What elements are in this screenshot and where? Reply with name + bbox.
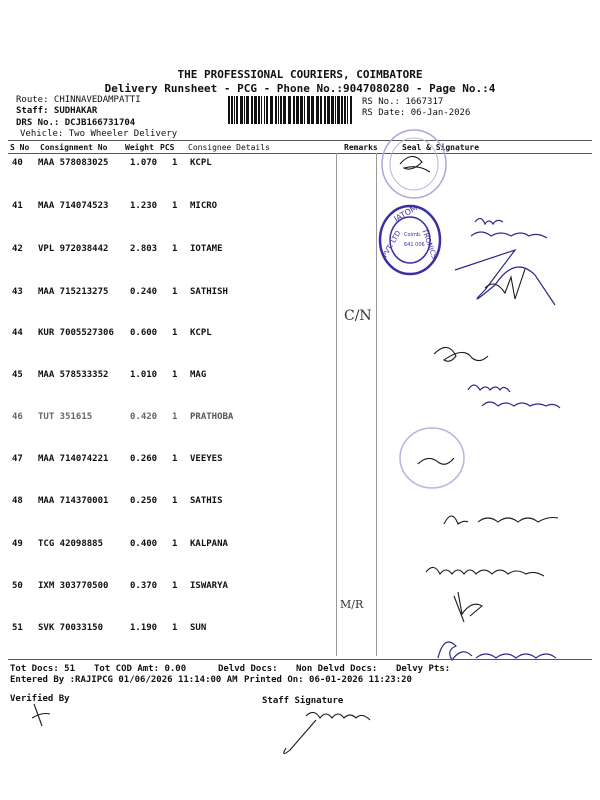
signature-row-41-43 (445, 210, 585, 330)
drs-label: DRS No.: DCJB166731704 (16, 118, 136, 128)
barcode-bar (288, 96, 291, 124)
row-sno: 48 (12, 496, 23, 506)
row-pcs: 1 (172, 328, 178, 338)
row-consignment: KUR 7005527306 (38, 328, 114, 338)
barcode-bar (304, 96, 305, 124)
barcode-bar (244, 96, 245, 124)
row-sno: 41 (12, 201, 23, 211)
runsheet-title: Delivery Runsheet - PCG - Phone No.:9047080280 - Page No.:4 (104, 82, 496, 95)
row-consignee: MAG (190, 370, 207, 380)
row-consignee: KALPANA (190, 539, 228, 549)
row-consignment: MAA 578083025 (38, 158, 109, 168)
barcode-bar (251, 96, 253, 124)
company-title: THE PROFESSIONAL COURIERS, COIMBATORE (177, 68, 423, 81)
entered-by: Entered By :RAJIPCG 01/06/2026 11:14:00 AM (10, 675, 238, 685)
barcode-bar (344, 96, 346, 124)
staff-label: Staff: SUDHAKAR (16, 106, 98, 116)
svg-text:IATOM: IATOM (392, 203, 419, 224)
row-pcs: 1 (172, 623, 178, 633)
svg-text:TRONICS: TRONICS (420, 227, 439, 261)
barcode-bar (324, 96, 326, 124)
col-sno: S No (10, 143, 30, 152)
row-consignment: MAA 714074523 (38, 201, 109, 211)
staff-signature-label: Staff Signature (262, 696, 344, 706)
row-pcs: 1 (172, 287, 178, 297)
signature-row-48 (440, 504, 580, 534)
row-consignment: MAA 714370001 (38, 496, 109, 506)
svg-text:PVT. LTD: PVT. LTD (380, 229, 403, 259)
barcode-bar (335, 96, 336, 124)
row-consignment: TUT 351615 (38, 412, 93, 422)
barcode-bar (307, 96, 310, 124)
seal-stamp-faint (378, 126, 448, 202)
header-bottom-rule (8, 153, 592, 154)
row-consignment: MAA 578533352 (38, 370, 109, 380)
row-weight: 1.010 (130, 370, 158, 380)
footer-rule (8, 659, 592, 660)
row-weight: 0.400 (130, 539, 158, 549)
barcode-bar (231, 96, 233, 124)
row-sno: 42 (12, 244, 23, 254)
delivery-points: Delvy Pts: (396, 664, 451, 674)
row-weight: 2.803 (130, 244, 158, 254)
row-sno: 44 (12, 328, 23, 338)
row-weight: 0.600 (130, 328, 158, 338)
row-consignee: PRATHOBA (190, 412, 234, 422)
barcode-image (228, 96, 356, 124)
row-consignee: IOTAME (190, 244, 223, 254)
header-top-rule (8, 140, 592, 141)
barcode-bar (316, 96, 319, 124)
row-pcs: 1 (172, 370, 178, 380)
row-consignee: KCPL (190, 328, 212, 338)
row-pcs: 1 (172, 158, 178, 168)
svg-text:641 006: 641 006 (404, 242, 425, 248)
delivered-docs: Delvd Docs: (218, 664, 278, 674)
row-weight: 1.070 (130, 158, 158, 168)
barcode-bar (278, 96, 279, 124)
row-sno: 46 (12, 412, 23, 422)
row-pcs: 1 (172, 244, 178, 254)
barcode-bar (293, 96, 295, 124)
signature-row-49-50 (420, 556, 580, 626)
row-consignment: MAA 715213275 (38, 287, 109, 297)
barcode-bar (296, 96, 299, 124)
total-cod: Tot COD Amt: 0.00 (94, 664, 187, 674)
row-sno: 51 (12, 623, 23, 633)
col-remarks: Remarks (344, 143, 378, 152)
row-pcs: 1 (172, 201, 178, 211)
row-sno: 47 (12, 454, 23, 464)
barcode-bar (341, 96, 343, 124)
total-docs: Tot Docs: 51 (10, 664, 76, 674)
non-delivered-docs: Non Delvd Docs: (296, 664, 378, 674)
row-consignment: SVK 70033150 (38, 623, 104, 633)
company-seal-stamp (374, 200, 444, 280)
row-weight: 1.190 (130, 623, 158, 633)
row-pcs: 1 (172, 539, 178, 549)
col-consignee: Consignee Details (188, 143, 270, 152)
svg-text:Coimb.: Coimb. (404, 232, 422, 238)
verified-by-signature (28, 700, 58, 730)
row-consignment: IXM 303770500 (38, 581, 109, 591)
col-weight: Weight (125, 143, 154, 152)
route-label: Route: CHINNAVEDAMPATTI (16, 95, 141, 105)
row-sno: 43 (12, 287, 23, 297)
row-weight: 0.420 (130, 412, 158, 422)
row-sno: 49 (12, 539, 23, 549)
remark-mr: M/R (340, 598, 364, 611)
barcode-bar (347, 96, 348, 124)
barcode-bar (266, 96, 268, 124)
signature-row-51 (430, 628, 580, 668)
barcode-bar (228, 96, 230, 124)
barcode-bar (320, 96, 322, 124)
barcode-bar (331, 96, 334, 124)
barcode-bar (311, 96, 314, 124)
row-consignment: MAA 714074221 (38, 454, 109, 464)
rs-date: RS Date: 06-Jan-2026 (362, 108, 471, 118)
row-weight: 0.240 (130, 287, 158, 297)
row-consignee: ISWARYA (190, 581, 228, 591)
barcode-bar (236, 96, 238, 124)
rs-number: RS No.: 1667317 (362, 97, 444, 107)
barcode-bar (261, 96, 262, 124)
verified-by-label: Verified By (10, 694, 70, 704)
barcode-bar (280, 96, 282, 124)
col-pcs: PCS (160, 143, 175, 152)
row-consignee: VEEYES (190, 454, 223, 464)
row-consignee: MICRO (190, 201, 218, 211)
row-pcs: 1 (172, 496, 178, 506)
row-pcs: 1 (172, 412, 178, 422)
vehicle-label: Vehicle: Two Wheeler Delivery (20, 129, 178, 139)
barcode-bar (258, 96, 260, 124)
barcode-bar (300, 96, 303, 124)
row-sno: 50 (12, 581, 23, 591)
row-consignee: SATHIS (190, 496, 223, 506)
barcode-bar (270, 96, 273, 124)
barcode-bar (240, 96, 243, 124)
row-consignment: TCG 42098885 (38, 539, 104, 549)
col-seal: Seal & Signature (402, 143, 480, 152)
row-consignee: KCPL (190, 158, 212, 168)
row-consignment: VPL 972038442 (38, 244, 109, 254)
barcode-bar (327, 96, 330, 124)
staff-signature (276, 702, 406, 762)
row-sno: 45 (12, 370, 23, 380)
barcode-bar (264, 96, 265, 124)
remark-cn: C/N (344, 308, 372, 324)
barcode-bar (234, 96, 235, 124)
row-sno: 40 (12, 158, 23, 168)
row-weight: 0.260 (130, 454, 158, 464)
seal-stamp-faded (396, 424, 466, 494)
barcode-bar (275, 96, 277, 124)
row-consignee: SATHISH (190, 287, 228, 297)
row-weight: 1.230 (130, 201, 158, 211)
barcode-bar (337, 96, 340, 124)
barcode-bar (246, 96, 249, 124)
signature-row-44 (428, 334, 508, 374)
row-pcs: 1 (172, 454, 178, 464)
col-consignment: Consignment No (40, 143, 108, 152)
row-weight: 0.250 (130, 496, 158, 506)
barcode-bar (283, 96, 286, 124)
printed-on: Printed On: 06-01-2026 11:23:20 (244, 675, 412, 685)
barcode-bar (350, 96, 352, 124)
remarks-left-divider (336, 153, 337, 656)
row-pcs: 1 (172, 581, 178, 591)
row-weight: 0.370 (130, 581, 158, 591)
row-consignee: SUN (190, 623, 207, 633)
signature-row-45-46 (462, 376, 582, 416)
barcode-bar (254, 96, 257, 124)
